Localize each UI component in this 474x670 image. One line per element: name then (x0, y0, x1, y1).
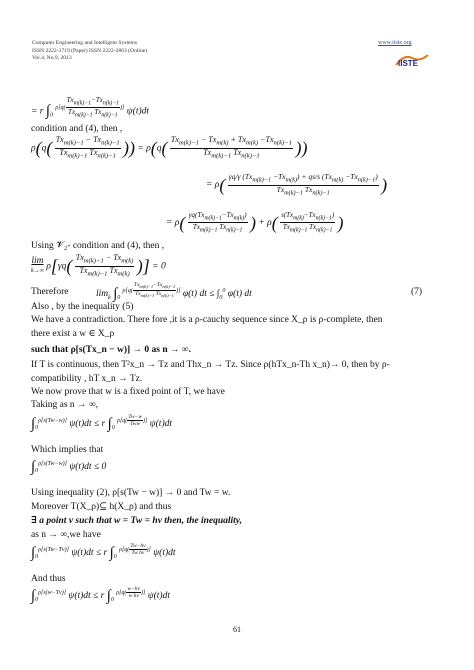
text-as-n: as n → ∞,we have (31, 530, 101, 540)
journal-volume: Vol.4, No.9, 2013 (32, 55, 72, 62)
svg-text:IISTE: IISTE (398, 59, 419, 68)
equation-line-4: = ρ( $\frac{\gamma q/\gamma (Tx_{m(k)-1} -Tx_{m(k)}) + qs/s (Tx_{m(k)} -Tx_{n(k)-1})}{Tx_{m(k)-1} Tx_{n(k)-1}}$ ) (206, 172, 388, 196)
integral-inequality-3: $\int_0^{\rho[s(Tw-Tv)]}$ ψ(t)dt ≤ r $\int_0$ $^{\rho[q( \frac{Tw-hv}{\text{Tw hv}} )]}$ ψ(t)dt (31, 543, 176, 561)
equation-line-5: = ρ( $\frac{\gamma q(Tx_{m(k)-1}-Tx_{m(k)})}{Tx_{m(k)-1} Tx_{n(k)-1}}$ ) + ρ( $\frac{s(Tx_{m(k)}-Tx_{n(k)-1})}{Tx_{m(k)-1} Tx_{n(k)-1}}$ ) (166, 211, 344, 234)
journal-header (32, 40, 147, 63)
page-number: 61 (233, 625, 241, 634)
text-moreover: Moreover T(X_ρ)⊆ h(X_ρ) and thus (31, 502, 172, 512)
equation-number-7: (7) (411, 287, 423, 297)
integral-inequality-4: $\int_0^{\rho[s(w-Tv)]}$ ψ(t)dt ≤ r $\int_0$ $^{\rho[q( \frac{w-hv}{\text{w hv}} )]}$ ψ(t)dt (31, 586, 170, 604)
iiste-logo (394, 52, 430, 68)
equation-limit: lim k→∞ ρ[γq( $\frac{Tx_{m(k)-1} - Tx_{m(k)}}{Tx_{m(k)-1} Tx_{m(k)}}$ )] = 0 (31, 253, 166, 278)
equation-line-1: = r $\int_0$ $^{\rho[q( \frac{Tx_{m(k)-1}-Tx_{n(k)-1}}{Tx_{m(k)-1} Tx_{n(k)-1}} )]}$ ψ(t)dt (31, 96, 150, 120)
text-which-implies: Which implies that (31, 445, 104, 455)
text-condition: condition and (4), then , (31, 124, 123, 134)
journal-url-link[interactable]: www.iiste.org (378, 40, 412, 46)
text-therefore: Therefore (31, 287, 69, 297)
text-fixed-point: We now prove that w is a fixed point of T, we have (31, 387, 225, 397)
text-continuous: If T is continuous, then T²x_n → Tz and Thx_n → Tz. Since ρ(hTx_n-Th x_n)→ 0, then by ρ- (31, 360, 390, 370)
journal-title: Computer Engineering and Intelligent Systems (32, 40, 138, 46)
integral-inequality-2: $\int_0^{\rho[s(Tw-w)]}$ ψ(t)dt ≤ 0 (31, 458, 107, 475)
text-compatibility: compatibility , hT x_n → Tz. (31, 374, 143, 384)
text-using-inequality: Using inequality (2), ρ[s(Tw − w)] → 0 and Tw = w. (31, 488, 231, 498)
integral-inequality-1: $\int_0^{\rho[s(Tw-w)]}$ ψ(t)dt ≤ r $\int_0$ $^{\rho[q( \frac{Tw-w}{\text{Tww}} )]}$ ψ(t)dt (31, 414, 172, 432)
text-exists-point: ∃ a point v such that w = Tw = hv then, the inequality, (31, 516, 243, 526)
text-exist: there exist a w ∈ X_ρ (31, 329, 115, 339)
text-contradiction: We have a contradiction. There fore ,it is a ρ-cauchy sequence since X_ρ is ρ-complete, then (31, 315, 383, 325)
text-and-thus: And thus (31, 574, 66, 584)
equation-line-3: ρ(q( $\frac{Tx_{m(k)-1} - Tx_{n(k)-1}}{Tx_{m(k)-1} Tx_{n(k)-1}}$ )) = ρ(q( $\frac{Tx_{m(k)-1} - Tx_{m(k)} + Tx_{m(k)} -Tx_{n(k)-1}}{Tx_{m(k)-1} Tx_{n(k)-1}}$ )) (31, 135, 308, 160)
text-using-condition: Using 𝓥₂- condition and (4), then , (31, 241, 165, 251)
text-also: Also , by the inequality (5) (31, 302, 134, 312)
text-taking: Taking as n → ∞, (31, 400, 99, 410)
text-such-that: such that ρ[s(Tx_n − w)] → 0 as n → ∞. (31, 345, 192, 355)
journal-issn: ISSN 2222-1719 (Paper) ISSN 2222-2863 (Online) (32, 47, 148, 54)
equation-7: $\lim_k \int_0$ $^{\rho[q( \frac{Tx_{m(k)-1}-Tx_{n(k)-1}}{Tx_{m(k)-1} Tx_{n(k)-1}} )]}$ φ(t) dt ≤ $\int_0^0$ φ(t) dt (96, 282, 252, 302)
